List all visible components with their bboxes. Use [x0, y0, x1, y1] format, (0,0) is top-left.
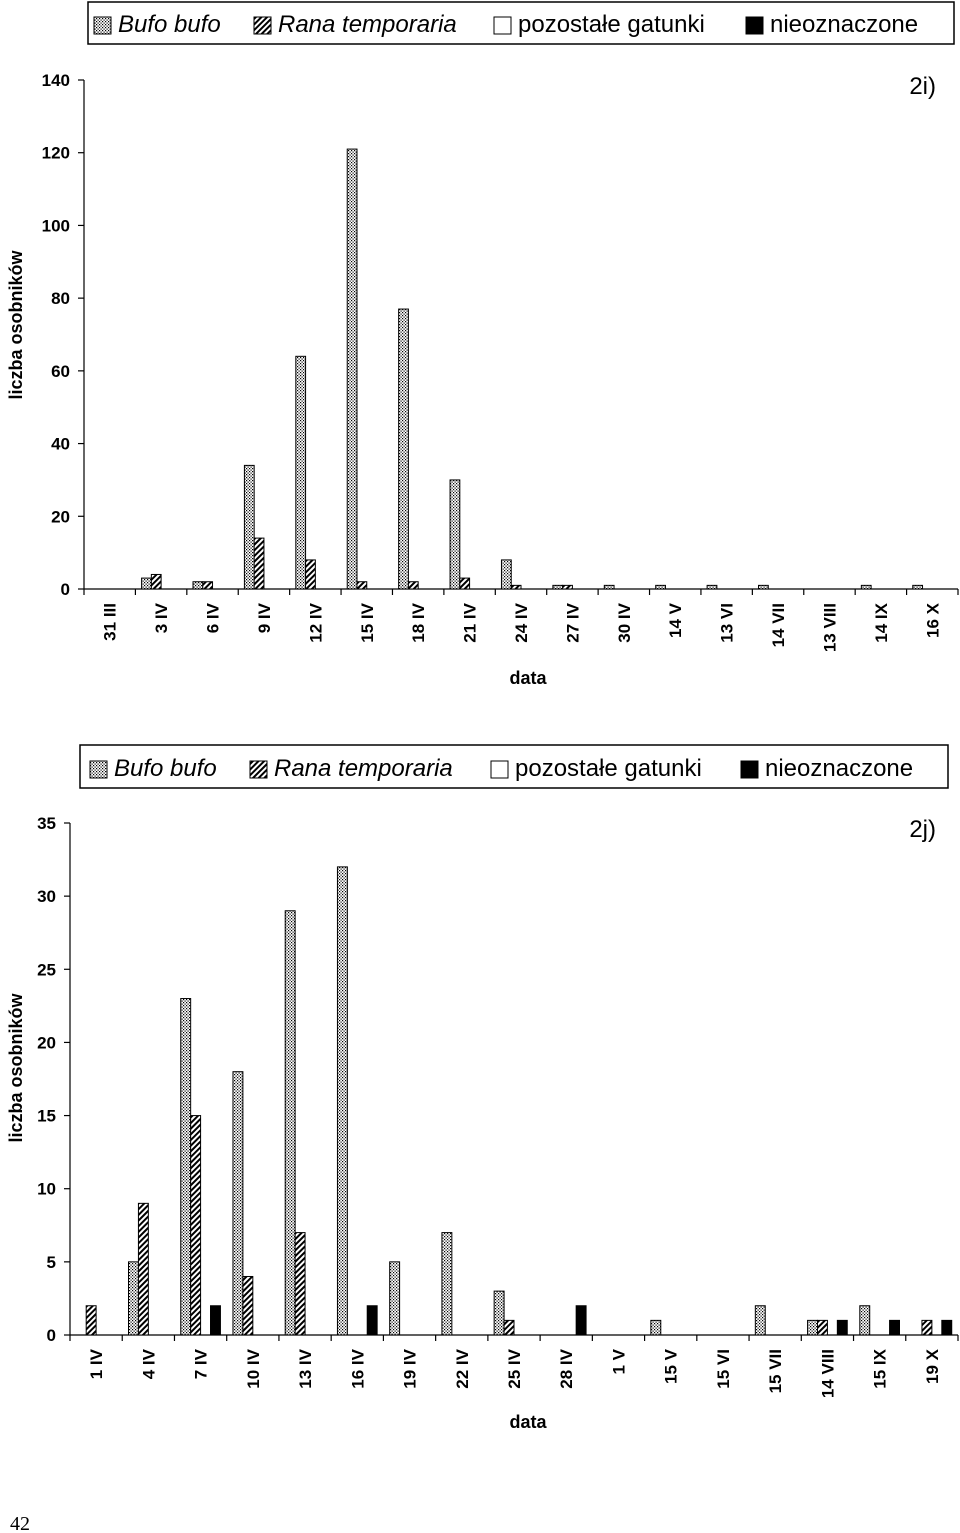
x-tick-label: 14 VIII: [818, 1349, 838, 1399]
x-tick-label: 7 IV: [191, 1349, 211, 1380]
bar-bufo: [759, 585, 769, 589]
legend: [80, 745, 948, 788]
legend-label-other: pozostałe gatunki: [515, 755, 702, 782]
bar-rana: [511, 585, 521, 589]
x-tick-label: 27 IV: [563, 603, 583, 643]
bar-bufo: [604, 585, 614, 589]
x-tick-label: 13 VIII: [820, 603, 840, 653]
y-tick-label: 80: [51, 289, 70, 309]
charts-layer: [6, 2, 958, 1432]
bar-rana: [191, 1116, 201, 1335]
legend-swatch-other: [494, 17, 511, 34]
legend-label-unmarked: nieoznaczone: [765, 755, 914, 782]
x-tick-label: 22 IV: [452, 1349, 472, 1389]
x-axis-title: data: [509, 1412, 547, 1432]
bar-bufo: [181, 999, 191, 1335]
y-tick-label: 35: [37, 814, 56, 833]
x-tick-label: 12 IV: [306, 603, 326, 643]
bar-rana: [203, 582, 213, 589]
y-tick-label: 20: [37, 1033, 56, 1053]
bar-rana: [408, 582, 418, 589]
y-tick-label: 20: [51, 507, 70, 527]
y-tick-label: 30: [37, 887, 56, 907]
x-tick-label: 9 IV: [254, 603, 274, 634]
bar-bufo: [142, 578, 152, 589]
x-tick-label: 25 IV: [505, 1349, 524, 1389]
legend-label-rana: Rana temporaria: [278, 11, 457, 38]
bar-bufo: [707, 585, 717, 589]
bar-bufo: [399, 309, 409, 589]
bar-bufo: [861, 585, 871, 589]
x-tick-label: 24 IV: [512, 603, 531, 643]
legend-swatch-bufo: [94, 17, 111, 34]
legend-label-bufo: Bufo bufo: [114, 755, 217, 782]
x-tick-label: 3 IV: [152, 603, 172, 634]
bar-rana: [460, 578, 470, 589]
x-tick-label: 1 IV: [87, 1349, 107, 1380]
bar-rana: [243, 1276, 253, 1335]
x-tick-label: 15 VII: [766, 1349, 786, 1394]
bar-bufo: [651, 1320, 661, 1335]
legend-swatch-bufo: [90, 761, 107, 778]
x-tick-label: 13 IV: [296, 1349, 316, 1389]
bar-bufo: [755, 1306, 765, 1335]
chart-2i: [6, 2, 958, 688]
legend: [88, 2, 954, 44]
bar-bufo: [442, 1233, 452, 1335]
x-tick-label: 28 IV: [557, 1349, 577, 1389]
y-tick-label: 60: [51, 361, 70, 381]
bar-bufo: [390, 1262, 400, 1335]
x-tick-label: 1 V: [609, 1349, 629, 1375]
x-tick-label: 14 IX: [871, 603, 891, 643]
bar-bufo: [244, 465, 254, 589]
bar-bufo: [450, 480, 460, 589]
bar-rana: [254, 538, 264, 589]
x-tick-label: 15 VI: [713, 1349, 733, 1389]
y-tick-label: 15: [37, 1106, 56, 1126]
x-tick-label: 31 III: [100, 603, 120, 641]
y-axis-title: liczba osobników: [6, 250, 26, 400]
legend-label-unmarked: nieoznaczone: [770, 11, 919, 38]
x-tick-label: 10 IV: [243, 1349, 263, 1389]
y-tick-label: 0: [60, 580, 70, 599]
bar-rana: [138, 1203, 148, 1335]
x-tick-label: 30 IV: [614, 603, 634, 643]
bar-unmarked: [576, 1306, 586, 1335]
panel-label: 2i): [909, 73, 936, 100]
bar-unmarked: [890, 1320, 900, 1335]
bar-rana: [86, 1306, 96, 1335]
legend-swatch-unmarked: [741, 761, 758, 778]
bar-bufo: [501, 560, 511, 589]
x-tick-label: 15 IV: [357, 603, 377, 643]
legend-swatch-unmarked: [746, 17, 763, 34]
x-tick-label: 6 IV: [203, 603, 223, 634]
page-number: 42: [10, 1513, 30, 1533]
y-axis-title: liczba osobników: [6, 993, 26, 1143]
panel-label: 2j): [909, 816, 936, 843]
legend-label-rana: Rana temporaria: [274, 755, 453, 782]
bar-bufo: [808, 1320, 818, 1335]
bar-bufo: [337, 867, 347, 1335]
bar-rana: [504, 1320, 514, 1335]
bar-rana: [151, 574, 161, 589]
y-tick-label: 40: [51, 434, 70, 454]
bar-bufo: [296, 356, 306, 589]
x-tick-label: 19 IV: [400, 1349, 420, 1389]
y-tick-label: 0: [46, 1326, 56, 1345]
bar-bufo: [285, 911, 295, 1335]
bar-unmarked: [942, 1320, 952, 1335]
bar-rana: [295, 1233, 305, 1335]
y-tick-label: 100: [41, 216, 70, 236]
chart-2j: [6, 745, 958, 1432]
bar-rana: [357, 582, 367, 589]
x-tick-label: 4 IV: [139, 1349, 159, 1380]
y-tick-label: 140: [41, 71, 70, 90]
x-tick-label: 14 V: [666, 603, 686, 638]
y-tick-label: 5: [46, 1252, 56, 1272]
y-tick-label: 25: [37, 960, 56, 980]
legend-label-other: pozostałe gatunki: [518, 11, 705, 38]
bar-bufo: [193, 582, 203, 589]
x-tick-label: 15 V: [661, 1349, 681, 1384]
x-tick-label: 16 X: [923, 603, 943, 638]
x-tick-label: 15 IX: [870, 1349, 890, 1389]
bar-bufo: [656, 585, 666, 589]
bar-rana: [563, 585, 573, 589]
bar-bufo: [553, 585, 563, 589]
x-tick-label: 21 IV: [460, 603, 480, 643]
x-tick-label: 18 IV: [409, 603, 429, 643]
legend-label-bufo: Bufo bufo: [118, 11, 221, 38]
bar-bufo: [860, 1306, 870, 1335]
x-tick-label: 19 X: [922, 1349, 942, 1384]
bar-rana: [817, 1320, 827, 1335]
bar-bufo: [129, 1262, 139, 1335]
bar-unmarked: [367, 1306, 377, 1335]
bar-rana: [922, 1320, 932, 1335]
bar-unmarked: [211, 1306, 221, 1335]
bar-unmarked: [837, 1320, 847, 1335]
x-tick-label: 16 IV: [348, 1349, 368, 1389]
y-tick-label: 10: [37, 1179, 56, 1199]
bar-bufo: [347, 149, 357, 589]
bar-rana: [306, 560, 316, 589]
legend-swatch-other: [491, 761, 508, 778]
bar-bufo: [233, 1072, 243, 1335]
legend-swatch-rana: [254, 17, 271, 34]
x-tick-label: 14 VII: [769, 603, 789, 648]
bar-bufo: [494, 1291, 504, 1335]
x-tick-label: 13 VI: [717, 603, 737, 643]
y-tick-label: 120: [41, 143, 70, 163]
bar-bufo: [913, 585, 923, 589]
x-axis-title: data: [509, 668, 547, 688]
legend-swatch-rana: [250, 761, 267, 778]
